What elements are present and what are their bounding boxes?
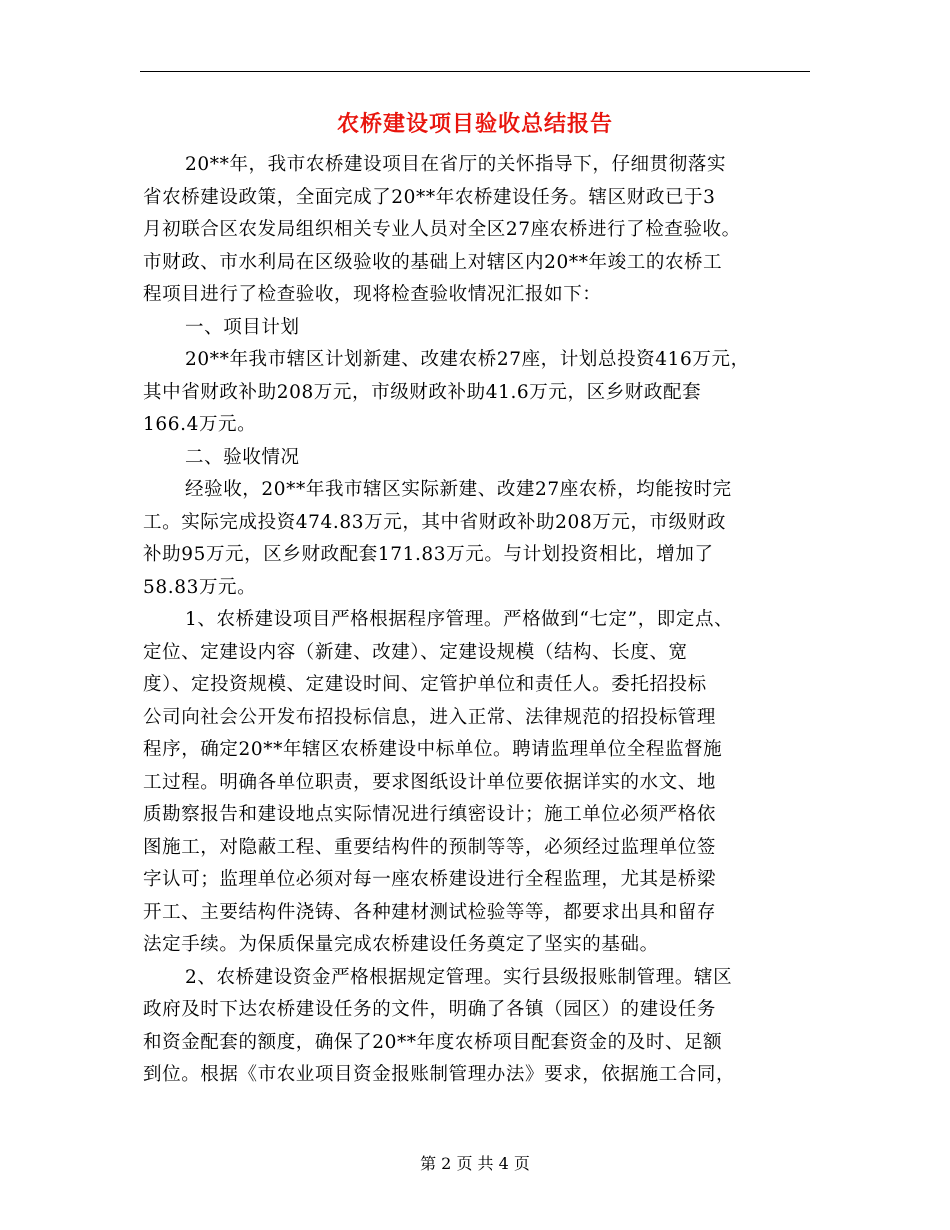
text-line: 开工、主要结构件浇铸、各种建材测试检验等等，都要求出具和留存 <box>143 901 717 923</box>
text-line: 月初联合区农发局组织相关专业人员对全区27座农桥进行了检查验收。 <box>143 219 741 240</box>
document-body <box>143 149 809 1092</box>
header-rule <box>140 71 810 72</box>
text-line: 公司向社会公开发布招投标信息，进入正常、法律规范的招投标管理 <box>143 706 717 728</box>
text-line: 一、项目计划 <box>185 316 300 338</box>
text-line: 政府及时下达农桥建设任务的文件，明确了各镇（园区）的建设任务 <box>143 999 717 1020</box>
text-line: 市财政、市水利局在区级验收的基础上对辖区内20**年竣工的农桥工 <box>143 251 723 273</box>
document-title: 农桥建设项目验收总结报告 <box>336 111 613 137</box>
text-line: 工过程。明确各单位职责，要求图纸设计单位要依据详实的水文、地 <box>143 771 717 793</box>
text-line: 到位。根据《市农业项目资金报账制管理办法》要求，依据施工合同， <box>143 1064 736 1085</box>
page-number-footer: 第 2 页 共 4 页 <box>420 1154 530 1173</box>
text-line: 程项目进行了检查验收，现将检查验收情况汇报如下： <box>143 284 602 305</box>
text-line: 图施工，对隐蔽工程、重要结构件的预制等等，必须经过监理单位签 <box>143 836 717 858</box>
text-line: 经验收，20**年我市辖区实际新建、改建27座农桥，均能按时完 <box>185 479 732 500</box>
text-line: 2、农桥建设资金严格根据规定管理。实行县级报账制管理。辖区 <box>185 966 733 988</box>
text-line: 其中省财政补助208万元，市级财政补助41.6万元，区乡财政配套 <box>143 381 702 403</box>
text-line: 度）、定投资规模、定建设时间、定管护单位和责任人。委托招投标 <box>143 674 707 695</box>
text-line: 20**年我市辖区计划新建、改建农桥27座，计划总投资416万元， <box>185 349 750 370</box>
text-line: 省农桥建设政策，全面完成了20**年农桥建设任务。辖区财政已于3 <box>143 186 716 208</box>
text-line: 1、农桥建设项目严格根据程序管理。严格做到“七定”，即定点、 <box>185 609 734 630</box>
text-line: 58.83万元。 <box>143 576 257 598</box>
text-line: 定位、定建设内容（新建、改建）、定建设规模（结构、长度、宽 <box>143 641 688 663</box>
text-line: 质勘察报告和建设地点实际情况进行缜密设计；施工单位必须严格依 <box>143 804 717 825</box>
text-line: 法定手续。为保质保量完成农桥建设任务奠定了坚实的基础。 <box>143 934 659 955</box>
text-line: 补助95万元，区乡财政配套171.83万元。与计划投资相比，增加了 <box>143 544 714 565</box>
text-line: 字认可；监理单位必须对每一座农桥建设进行全程监理，尤其是桥梁 <box>143 869 717 890</box>
text-line: 程序，确定20**年辖区农桥建设中标单位。聘请监理单位全程监督施 <box>143 739 723 760</box>
text-line: 二、验收情况 <box>185 446 300 468</box>
text-line: 工。实际完成投资474.83万元，其中省财政补助208万元，市级财政 <box>143 511 726 533</box>
text-line: 166.4万元。 <box>143 414 257 435</box>
text-line: 20**年，我市农桥建设项目在省厅的关怀指导下，仔细贯彻落实 <box>185 154 727 175</box>
text-line: 和资金配套的额度，确保了20**年度农桥项目配套资金的及时、足额 <box>143 1031 723 1053</box>
